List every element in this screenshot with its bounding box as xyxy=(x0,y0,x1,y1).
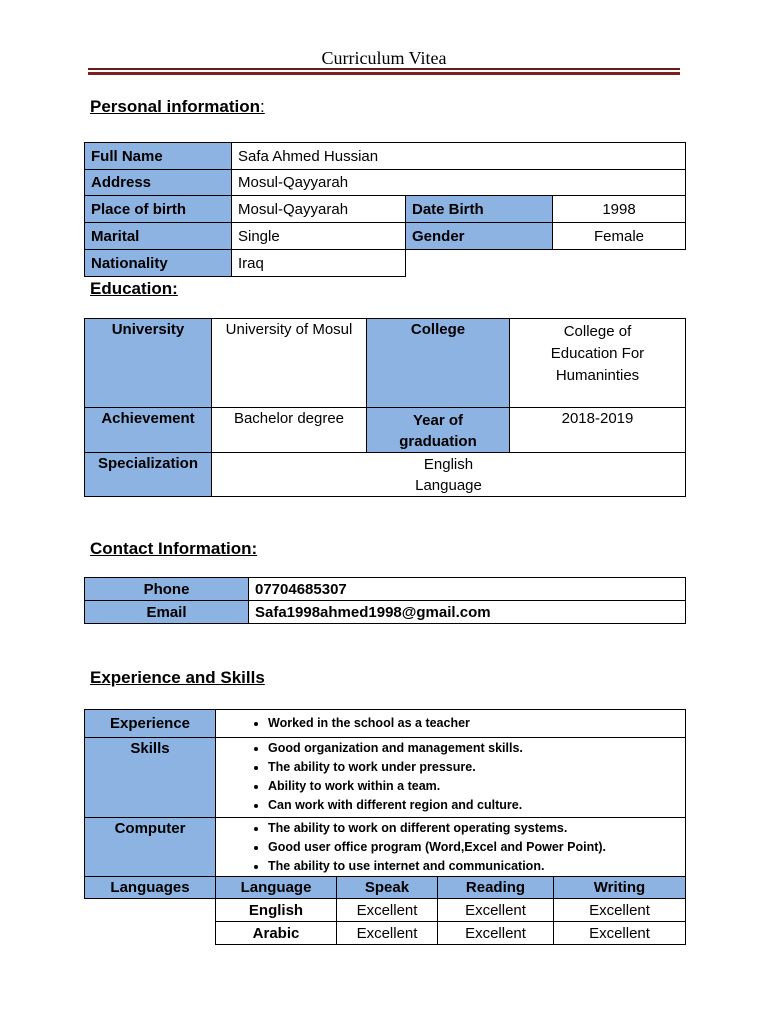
address-value: Mosul-Qayyarah xyxy=(232,170,686,196)
lang-header-writing: Writing xyxy=(554,877,686,899)
skills-label: Skills xyxy=(85,738,216,818)
year-value: 2018-2019 xyxy=(510,408,686,453)
list-item: • The ability to work under pressure. xyxy=(268,758,685,777)
lang-header-language: Language xyxy=(216,877,337,899)
lang-row-reading: Excellent xyxy=(438,922,554,945)
contact-heading: Contact Information: xyxy=(90,539,258,558)
experience-list-cell xyxy=(216,710,686,738)
languages-label: Languages xyxy=(85,877,216,899)
title-rule xyxy=(88,68,680,70)
lang-row-speak: Excellent xyxy=(337,899,438,922)
dob-value: 1998 xyxy=(553,196,686,223)
list-item: • The ability to work on different operating systems. xyxy=(268,819,685,838)
document-title: Curriculum Vitea xyxy=(321,48,447,68)
specialization-value: English Language xyxy=(212,453,686,497)
birthplace-value: Mosul-Qayyarah xyxy=(232,196,406,223)
computer-list xyxy=(216,819,685,876)
personal-table xyxy=(84,142,686,277)
list-item: • Can work with different region and culture. xyxy=(268,796,685,815)
experience-label: Experience xyxy=(85,710,216,738)
experience-list xyxy=(216,714,685,733)
full-name-value: Safa Ahmed Hussian xyxy=(232,143,686,170)
education-table xyxy=(84,318,686,497)
education-heading: Education: xyxy=(90,279,178,298)
birthplace-label: Place of birth xyxy=(85,196,232,223)
gender-value: Female xyxy=(553,223,686,250)
achievement-label: Achievement xyxy=(85,408,212,453)
marital-value: Single xyxy=(232,223,406,250)
phone-value: 07704685307 xyxy=(249,578,686,601)
skills-list xyxy=(216,739,685,815)
lang-row-name: English xyxy=(216,899,337,922)
year-label: Year of graduation xyxy=(367,408,510,453)
college-label: College xyxy=(367,319,510,408)
skills-list-cell xyxy=(216,738,686,818)
university-value: University of Mosul xyxy=(212,319,367,408)
specialization-label: Specialization xyxy=(85,453,212,497)
address-label: Address xyxy=(85,170,232,196)
lang-row-writing: Excellent xyxy=(554,922,686,945)
email-value[interactable]: Safa1998ahmed1998@gmail.com xyxy=(249,601,686,624)
lang-row-writing: Excellent xyxy=(554,899,686,922)
list-item: • Good user office program (Word,Excel and Power Point). xyxy=(268,838,685,857)
list-item: • Ability to work within a team. xyxy=(268,777,685,796)
lang-row-speak: Excellent xyxy=(337,922,438,945)
experience-table xyxy=(84,709,686,945)
list-item: • Worked in the school as a teacher xyxy=(268,714,685,733)
nationality-label: Nationality xyxy=(85,250,232,277)
lang-row-reading: Excellent xyxy=(438,899,554,922)
list-item: • Good organization and management skills. xyxy=(268,739,685,758)
university-label: University xyxy=(85,319,212,408)
email-label: Email xyxy=(85,601,249,624)
lang-header-reading: Reading xyxy=(438,877,554,899)
list-item: • The ability to use internet and communication. xyxy=(268,857,685,876)
marital-label: Marital xyxy=(85,223,232,250)
phone-label: Phone xyxy=(85,578,249,601)
lang-row-name: Arabic xyxy=(216,922,337,945)
personal-heading: Personal information: xyxy=(90,97,265,116)
dob-label: Date Birth xyxy=(406,196,553,223)
computer-list-cell xyxy=(216,818,686,877)
computer-label: Computer xyxy=(85,818,216,877)
gender-label: Gender xyxy=(406,223,553,250)
college-value: College of Education For Humaninties xyxy=(510,319,686,408)
lang-header-speak: Speak xyxy=(337,877,438,899)
achievement-value: Bachelor degree xyxy=(212,408,367,453)
title-rule-thick xyxy=(88,72,680,75)
experience-heading: Experience and Skills xyxy=(90,668,265,687)
full-name-label: Full Name xyxy=(85,143,232,170)
contact-table xyxy=(84,577,686,624)
nationality-value: Iraq xyxy=(232,250,406,277)
